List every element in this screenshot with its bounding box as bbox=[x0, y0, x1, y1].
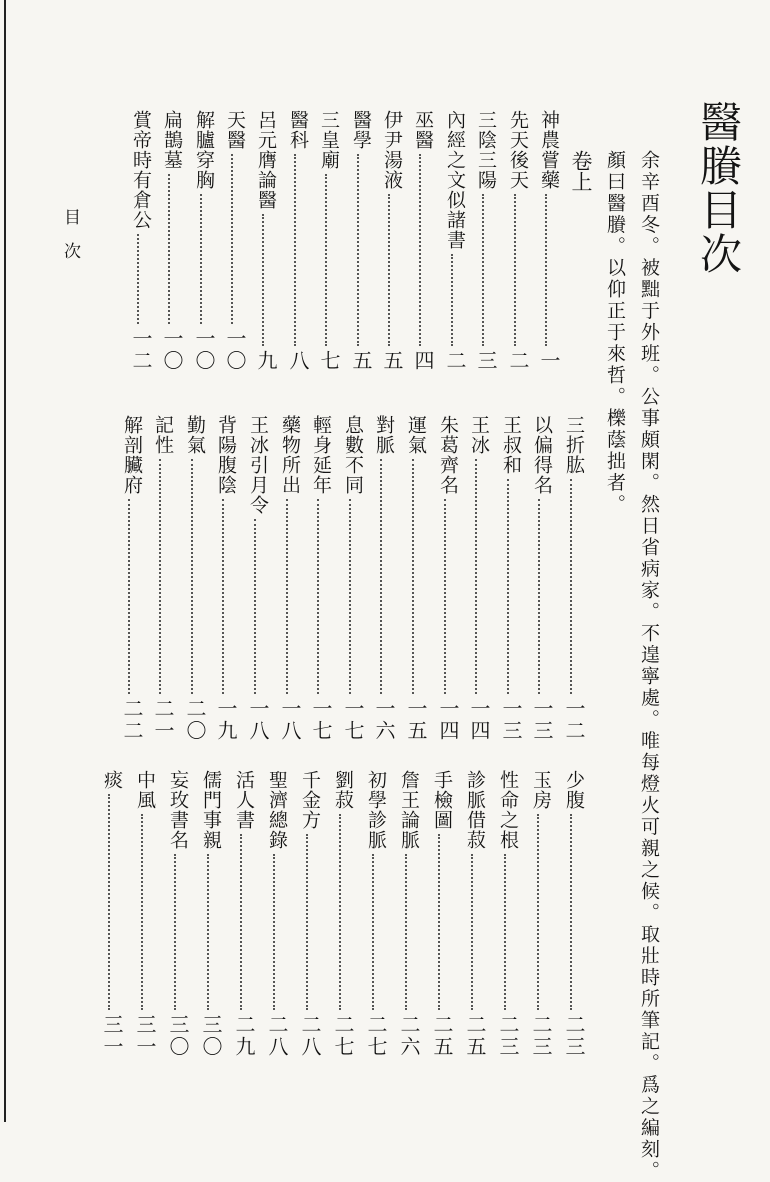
leader-dots bbox=[412, 459, 414, 694]
toc-entry-page: 五 bbox=[349, 350, 373, 372]
toc-entry-title: 以偏得名 bbox=[531, 415, 553, 495]
leader-dots bbox=[231, 154, 233, 324]
leader-dots bbox=[339, 814, 341, 1010]
toc-entry-title: 王叔和 bbox=[500, 415, 522, 475]
leader-dots bbox=[240, 834, 242, 1010]
toc-entry-title: 妄玫書名 bbox=[167, 770, 189, 850]
toc-entry-title: 勤氣 bbox=[184, 415, 206, 455]
toc-entry-title: 神農嘗藥 bbox=[538, 110, 560, 190]
leader-dots bbox=[286, 499, 288, 694]
leader-dots bbox=[254, 519, 256, 694]
toc-entry-page: 九 bbox=[254, 350, 278, 372]
leader-dots bbox=[222, 499, 224, 694]
leader-dots bbox=[405, 854, 407, 1010]
toc-entry-title: 千金方 bbox=[299, 770, 321, 830]
toc-entry-title: 巫醫 bbox=[412, 110, 434, 150]
leader-dots bbox=[349, 499, 351, 694]
toc-entry-page: 四 bbox=[411, 350, 435, 372]
toc-entry-title: 詹王論脈 bbox=[398, 770, 420, 850]
toc-entry-title: 賞帝時有倉公 bbox=[130, 110, 152, 230]
toc-entry-title: 三折肱 bbox=[563, 415, 585, 475]
toc-entry-title: 解臚穿胸 bbox=[193, 110, 215, 190]
toc-entry-title: 性命之根 bbox=[497, 770, 519, 850]
toc-entry-title: 對脈 bbox=[373, 415, 395, 455]
toc-entry-page: 二五 bbox=[463, 1014, 487, 1058]
leader-dots bbox=[419, 154, 421, 346]
page-edge-line bbox=[4, 0, 6, 1122]
toc-entry-page: 一七 bbox=[309, 698, 333, 742]
leader-dots bbox=[108, 794, 110, 1010]
toc-entry-title: 藥物所出 bbox=[279, 415, 301, 495]
toc-entry-page: 八 bbox=[286, 350, 310, 372]
toc-entry-page: 二二 bbox=[120, 698, 144, 742]
toc-entry-page: 一三 bbox=[530, 698, 554, 742]
toc-entry-page: 一四 bbox=[467, 698, 491, 742]
toc-entry-title: 呂元膺論醫 bbox=[255, 110, 277, 210]
toc-entry-page: 二〇 bbox=[183, 698, 207, 742]
toc-entry-page: 一〇 bbox=[223, 328, 247, 372]
toc-entry-page: 七 bbox=[317, 350, 341, 372]
toc-entry-page: 二 bbox=[506, 350, 530, 372]
leader-dots bbox=[273, 854, 275, 1010]
leader-dots bbox=[372, 854, 374, 1010]
leader-dots bbox=[570, 814, 572, 1010]
toc-entry-page: 一五 bbox=[404, 698, 428, 742]
leader-dots bbox=[451, 254, 453, 346]
toc-entry-title: 聖濟總錄 bbox=[266, 770, 288, 850]
volume-label: 卷上 bbox=[569, 150, 593, 192]
toc-entry-title: 醫科 bbox=[287, 110, 309, 150]
leader-dots bbox=[388, 194, 390, 346]
preface-line: 余辛酉冬。被黜于外班。公事頗閑。然日省病家。不遑寧處。唯每燈火可親之候。取壯時所筆記。爲之編刻。 bbox=[638, 150, 660, 1182]
toc-entry-page: 三〇 bbox=[199, 1014, 223, 1058]
toc-entry-title: 儒門事親 bbox=[200, 770, 222, 850]
toc-entry-page: 一八 bbox=[278, 698, 302, 742]
leader-dots bbox=[514, 194, 516, 346]
leader-dots bbox=[141, 814, 143, 1010]
leader-dots bbox=[570, 479, 572, 694]
toc-entry-title: 手檢圖 bbox=[431, 770, 453, 830]
leader-dots bbox=[128, 499, 130, 694]
toc-entry-title: 劉菽 bbox=[332, 770, 354, 810]
leader-dots bbox=[200, 194, 202, 324]
leader-dots bbox=[174, 854, 176, 1010]
toc-entry-title: 活人書 bbox=[233, 770, 255, 830]
leader-dots bbox=[357, 154, 359, 346]
toc-entry-title: 痰 bbox=[101, 770, 123, 790]
toc-entry-page: 二 bbox=[443, 350, 467, 372]
toc-entry-title: 三皇廟 bbox=[318, 110, 340, 170]
toc-entry-page: 二八 bbox=[298, 1014, 322, 1058]
toc-entry-title: 解剖臟府 bbox=[121, 415, 143, 495]
toc-entry-title: 內經之文似諸書 bbox=[444, 110, 466, 250]
toc-entry-page: 一三 bbox=[499, 698, 523, 742]
toc-entry-page: 二八 bbox=[265, 1014, 289, 1058]
toc-entry-page: 三一 bbox=[100, 1014, 124, 1058]
toc-entry-page: 一二 bbox=[562, 698, 586, 742]
leader-dots bbox=[191, 459, 193, 694]
leader-dots bbox=[159, 459, 161, 694]
toc-entry-page: 一九 bbox=[214, 698, 238, 742]
toc-entry-page: 一八 bbox=[246, 698, 270, 742]
leader-dots bbox=[482, 194, 484, 346]
toc-entry-title: 天醫 bbox=[224, 110, 246, 150]
toc-entry-page: 二五 bbox=[430, 1014, 454, 1058]
toc-entry-title: 背陽腹陰 bbox=[215, 415, 237, 495]
leader-dots bbox=[475, 459, 477, 694]
toc-entry-page: 一〇 bbox=[192, 328, 216, 372]
toc-entry-title: 朱葛齊名 bbox=[437, 415, 459, 495]
toc-entry-page: 五 bbox=[380, 350, 404, 372]
toc-entry-title: 先天後天 bbox=[507, 110, 529, 190]
preface-line: 顏曰醫賸。以仰正于來哲。櫟蔭拙者。 bbox=[604, 150, 626, 516]
leader-dots bbox=[438, 834, 440, 1010]
toc-entry-page: 二三 bbox=[496, 1014, 520, 1058]
toc-entry-page: 二九 bbox=[232, 1014, 256, 1058]
toc-entry-page: 一六 bbox=[372, 698, 396, 742]
leader-dots bbox=[507, 479, 509, 694]
toc-entry-title: 玉房 bbox=[530, 770, 552, 810]
toc-entry-page: 二三 bbox=[529, 1014, 553, 1058]
toc-entry-title: 運氣 bbox=[405, 415, 427, 455]
page-title: 醫賸目次 bbox=[694, 100, 743, 276]
toc-entry-page: 二七 bbox=[364, 1014, 388, 1058]
toc-entry-page: 二三 bbox=[562, 1014, 586, 1058]
toc-entry-title: 診脈借菽 bbox=[464, 770, 486, 850]
leader-dots bbox=[325, 174, 327, 346]
toc-entry-title: 輕身延年 bbox=[310, 415, 332, 495]
leader-dots bbox=[537, 814, 539, 1010]
leader-dots bbox=[471, 854, 473, 1010]
toc-entry-page: 二七 bbox=[331, 1014, 355, 1058]
toc-entry-page: 一二 bbox=[129, 328, 153, 372]
leader-dots bbox=[306, 834, 308, 1010]
leader-dots bbox=[168, 174, 170, 324]
running-head: 目 次 bbox=[60, 208, 80, 259]
toc-entry-title: 初學診脈 bbox=[365, 770, 387, 850]
toc-entry-title: 三陰三陽 bbox=[475, 110, 497, 190]
leader-dots bbox=[137, 234, 139, 324]
toc-entry-page: 一〇 bbox=[160, 328, 184, 372]
toc-entry-title: 扁鵲墓 bbox=[161, 110, 183, 170]
toc-entry-title: 伊尹湯液 bbox=[381, 110, 403, 190]
toc-entry-title: 王冰 bbox=[468, 415, 490, 455]
toc-entry-page: 二六 bbox=[397, 1014, 421, 1058]
leader-dots bbox=[538, 499, 540, 694]
leader-dots bbox=[317, 499, 319, 694]
toc-entry-title: 少腹 bbox=[563, 770, 585, 810]
toc-entry-title: 息數不同 bbox=[342, 415, 364, 495]
leader-dots bbox=[207, 854, 209, 1010]
toc-entry-page: 三 bbox=[474, 350, 498, 372]
toc-entry-title: 記性 bbox=[152, 415, 174, 455]
toc-entry-page: 一四 bbox=[436, 698, 460, 742]
leader-dots bbox=[262, 214, 264, 346]
leader-dots bbox=[504, 854, 506, 1010]
leader-dots bbox=[444, 499, 446, 694]
toc-entry-page: 二一 bbox=[151, 698, 175, 742]
leader-dots bbox=[380, 459, 382, 694]
toc-entry-page: 三一 bbox=[133, 1014, 157, 1058]
leader-dots bbox=[294, 154, 296, 346]
toc-entry-title: 中風 bbox=[134, 770, 156, 810]
toc-entry-page: 一 bbox=[537, 350, 561, 372]
toc-entry-page: 三〇 bbox=[166, 1014, 190, 1058]
toc-entry-title: 醫學 bbox=[350, 110, 372, 150]
toc-entry-page: 一七 bbox=[341, 698, 365, 742]
leader-dots bbox=[545, 194, 547, 346]
toc-entry-title: 王冰引月令 bbox=[247, 415, 269, 515]
